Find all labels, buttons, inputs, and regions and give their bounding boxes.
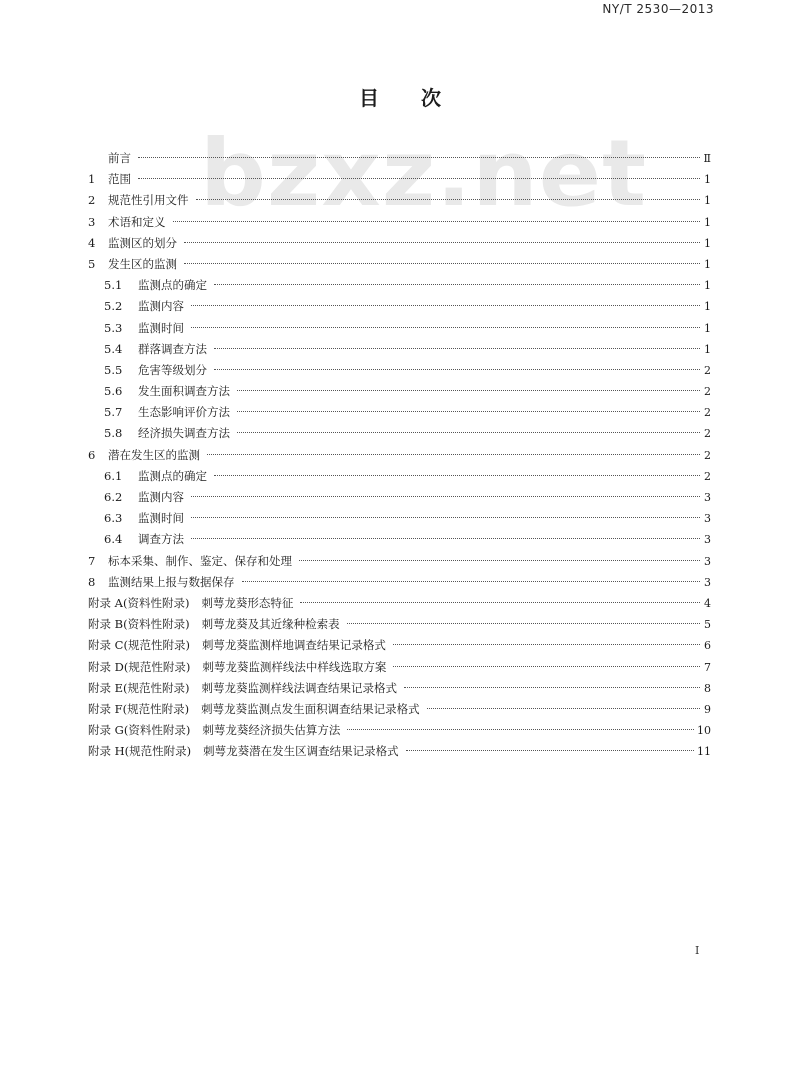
toc-entry[interactable] — [88, 635, 711, 656]
toc-entry-page: 5 — [704, 618, 711, 632]
toc-leader-dots — [207, 454, 700, 455]
toc-leader-dots — [184, 242, 700, 243]
toc-entry[interactable] — [88, 190, 711, 211]
toc-entry[interactable] — [88, 402, 711, 423]
toc-entry-label: 监测区的划分 — [108, 235, 177, 250]
toc-entry-number: 5.1 — [104, 278, 123, 293]
toc-entry-label: 刺萼龙葵监测样线法调查结果记录格式 — [201, 680, 398, 695]
toc-leader-dots — [237, 411, 700, 412]
toc-entry-label: 生态影响评价方法 — [138, 405, 230, 420]
toc-entry-label: 发生区的监测 — [108, 256, 177, 271]
toc-entry-page: 3 — [704, 575, 711, 589]
toc-entry[interactable] — [88, 423, 711, 444]
page-title: 目次 — [359, 86, 483, 110]
toc-entry-label: 危害等级划分 — [138, 362, 207, 377]
toc-entry-label: 群落调查方法 — [138, 341, 207, 356]
toc-entry-number: 5.5 — [104, 362, 123, 377]
toc-entry-page: 1 — [704, 300, 711, 314]
toc-entry-page: 4 — [704, 596, 711, 610]
toc-appendix-code: 附录 B(资料性附录) — [88, 617, 190, 632]
toc-entry[interactable] — [88, 551, 711, 572]
toc-entry-page: 3 — [704, 533, 711, 547]
toc-entry-label: 范围 — [108, 172, 131, 187]
toc-entry-number: 6.2 — [104, 490, 123, 504]
toc-entry-number: 5.4 — [104, 341, 123, 356]
toc-entry-label: 刺萼龙葵监测样地调查结果记录格式 — [201, 638, 386, 653]
toc-appendix-code: 附录 C(规范性附录) — [88, 638, 190, 653]
toc-entry[interactable] — [88, 529, 711, 550]
toc-entry-number: 6.3 — [104, 511, 123, 526]
toc-entry[interactable] — [88, 360, 711, 381]
toc-entry-number: 5.7 — [104, 405, 123, 420]
toc-entry[interactable] — [88, 593, 711, 614]
toc-entry[interactable] — [88, 572, 711, 593]
toc-entry-page: 1 — [704, 279, 711, 293]
toc-entry[interactable] — [88, 445, 711, 466]
toc-entry-page: 2 — [704, 363, 711, 377]
toc-leader-dots — [242, 581, 701, 582]
toc-entry-number: 6.1 — [104, 468, 123, 483]
toc-entry-number: 7 — [88, 553, 96, 568]
toc-leader-dots — [300, 602, 700, 603]
toc-leader-dots — [237, 432, 700, 433]
toc-entry-label: 监测点的确定 — [138, 278, 207, 293]
toc-entry-page: 1 — [704, 215, 711, 229]
toc-leader-dots — [214, 369, 700, 370]
toc-entry-label: 规范性引用文件 — [108, 193, 189, 208]
toc-entry-page: 1 — [704, 342, 711, 356]
toc-entry-label: 术语和定义 — [108, 214, 166, 229]
toc-entry-label: 刺萼龙葵监测点发生面积调查结果记录格式 — [201, 701, 420, 716]
toc-leader-dots — [237, 390, 700, 391]
toc-entry[interactable] — [88, 169, 711, 190]
toc-entry-page: 2 — [704, 469, 711, 483]
page-number: Ⅰ — [695, 944, 700, 957]
toc-leader-dots — [191, 305, 700, 306]
standard-code: NY/T 2530—2013 — [602, 2, 714, 16]
toc-leader-dots — [214, 284, 700, 285]
toc-appendix-code: 附录 G(资料性附录) — [88, 723, 191, 738]
toc-entry-label: 经济损失调查方法 — [138, 426, 230, 441]
toc-entry-page: 3 — [704, 491, 711, 504]
toc-entry-number: 5.3 — [104, 320, 123, 335]
toc-leader-dots — [347, 623, 700, 624]
toc-entry-label: 发生面积调查方法 — [138, 384, 230, 399]
toc-entry-page: 1 — [704, 173, 711, 187]
toc-entry-page: 8 — [704, 681, 711, 695]
toc-entry-label: 监测时间 — [138, 320, 184, 335]
toc-leader-dots — [214, 348, 700, 349]
toc-entry-page: 6 — [704, 639, 711, 653]
toc-entry[interactable] — [88, 275, 711, 296]
toc-entry-page: 3 — [704, 512, 711, 526]
toc-entry-number: 5 — [88, 256, 96, 271]
toc-entry-number: 5.2 — [104, 299, 123, 314]
toc-entry[interactable] — [88, 318, 711, 339]
toc-appendix-code: 附录 H(规范性附录) — [88, 744, 192, 759]
toc-entry-page: 2 — [704, 448, 711, 462]
toc-entry-label: 标本采集、制作、鉴定、保存和处理 — [108, 553, 292, 568]
toc-entry[interactable] — [88, 699, 711, 720]
toc-entry-page: 1 — [704, 236, 711, 250]
toc-entry-page: 7 — [704, 660, 711, 674]
toc-entry[interactable] — [88, 614, 711, 635]
toc-entry-label: 刺萼龙葵经济损失估算方法 — [202, 723, 341, 738]
toc-entry-page: 9 — [704, 702, 711, 716]
toc-leader-dots — [138, 178, 700, 179]
toc-leader-dots — [184, 263, 700, 264]
toc-entry[interactable] — [88, 741, 711, 762]
toc-entry-page: 2 — [704, 406, 711, 420]
toc-entry-label: 监测结果上报与数据保存 — [108, 574, 235, 589]
toc-entry-page: Ⅱ — [703, 152, 711, 165]
toc-entry[interactable] — [88, 657, 711, 678]
toc-leader-dots — [393, 644, 700, 645]
toc-leader-dots — [427, 708, 700, 709]
toc-leader-dots — [173, 221, 701, 222]
watermark: bzxz.net — [200, 120, 648, 227]
toc-entry-label: 潜在发生区的监测 — [108, 447, 200, 462]
toc-leader-dots — [404, 687, 700, 688]
toc-appendix-code: 附录 A(资料性附录) — [88, 595, 190, 610]
toc-leader-dots — [138, 157, 700, 158]
toc-entry-number: 6.4 — [104, 532, 123, 547]
toc-entry-number: 2 — [88, 193, 96, 208]
toc-entry-number: 5.6 — [104, 384, 123, 399]
toc-entry-page: 2 — [704, 385, 711, 399]
toc-entry-label: 监测内容 — [138, 299, 184, 314]
toc-entry[interactable] — [88, 296, 711, 317]
toc-leader-dots — [393, 666, 700, 667]
toc-appendix-code: 附录 D(规范性附录) — [88, 659, 191, 674]
toc-entry[interactable] — [88, 720, 711, 741]
toc-entry-page: 1 — [704, 321, 711, 335]
toc-entry-label: 监测时间 — [138, 511, 184, 526]
toc-entry-page: 2 — [704, 427, 711, 441]
toc-entry-label: 刺萼龙葵潜在发生区调查结果记录格式 — [203, 744, 399, 759]
toc-leader-dots — [406, 750, 694, 751]
toc-leader-dots — [214, 475, 700, 476]
toc-entry-label: 刺萼龙葵及其近缘种检索表 — [201, 617, 340, 632]
toc-leader-dots — [196, 199, 701, 200]
toc-entry-page: 3 — [704, 554, 711, 568]
toc-entry-number: 6 — [88, 447, 96, 462]
toc-entry-label: 调查方法 — [138, 532, 184, 547]
toc-entry-page: 1 — [704, 257, 711, 271]
toc-appendix-code: 附录 F(规范性附录) — [88, 701, 190, 716]
toc-entry-label: 监测内容 — [138, 490, 184, 504]
toc-leader-dots — [191, 496, 700, 497]
toc-entry-page: 11 — [697, 745, 711, 759]
toc-leader-dots — [191, 538, 700, 539]
toc-entry-number: 5.8 — [104, 426, 123, 441]
toc-entry[interactable] — [88, 678, 711, 699]
toc-entry-label: 刺萼龙葵形态特征 — [201, 595, 294, 610]
toc-entry[interactable] — [88, 254, 711, 275]
toc-entry[interactable] — [88, 148, 711, 169]
toc-entry-number: 3 — [88, 214, 96, 229]
toc-leader-dots — [191, 517, 700, 518]
toc-entry-number: 1 — [88, 172, 96, 187]
table-of-contents — [88, 148, 711, 762]
toc-entry[interactable] — [88, 233, 711, 254]
toc-entry[interactable] — [88, 339, 711, 360]
toc-leader-dots — [191, 327, 700, 328]
toc-entry-page: 10 — [697, 724, 711, 738]
toc-entry-page: 1 — [704, 194, 711, 208]
toc-entry-number: 4 — [88, 235, 96, 250]
toc-entry[interactable] — [88, 508, 711, 529]
toc-leader-dots — [347, 729, 694, 730]
toc-entry-label: 刺萼龙葵监测样线法中样线选取方案 — [202, 659, 387, 674]
toc-entry[interactable] — [88, 212, 711, 233]
toc-entry[interactable] — [88, 487, 711, 508]
toc-entry-label: 前言 — [108, 151, 131, 165]
toc-entry-number: 8 — [88, 574, 96, 589]
toc-entry[interactable] — [88, 381, 711, 402]
toc-leader-dots — [299, 560, 700, 561]
toc-appendix-code: 附录 E(规范性附录) — [88, 680, 190, 695]
toc-entry-label: 监测点的确定 — [138, 468, 207, 483]
toc-entry[interactable] — [88, 466, 711, 487]
